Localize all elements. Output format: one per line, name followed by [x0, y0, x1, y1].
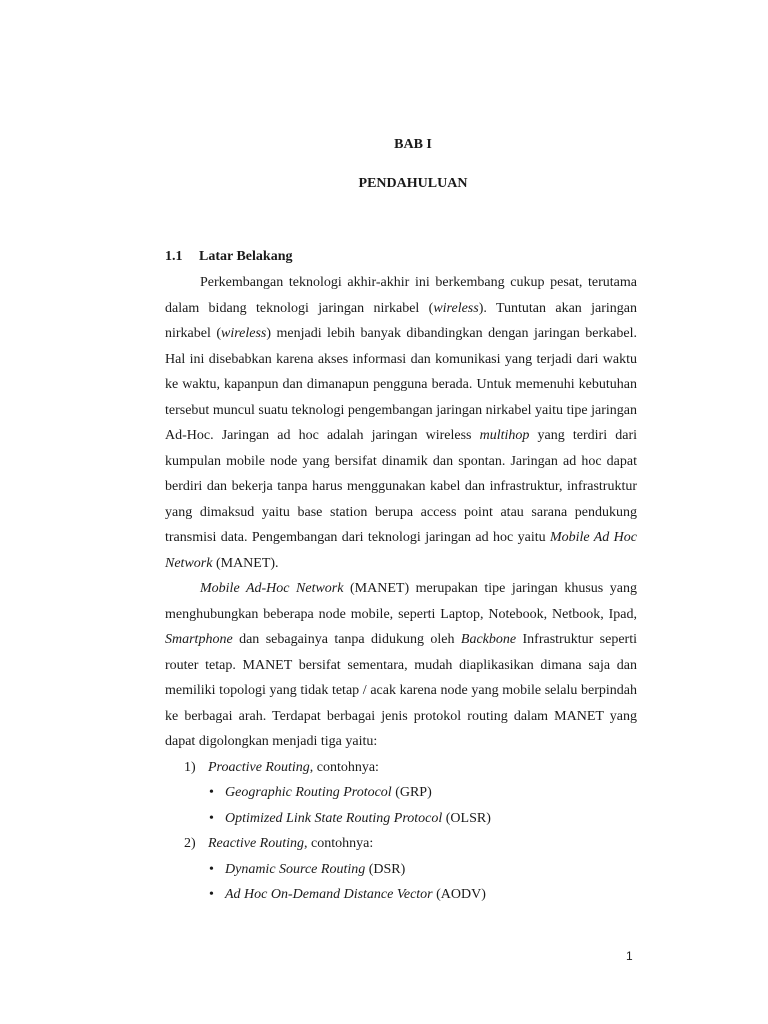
- section-heading: [165, 249, 292, 265]
- chapter-title: PENDAHULUAN: [358, 176, 468, 191]
- routing-list: [165, 755, 637, 908]
- italic-term: Mobile Ad-Hoc Network: [200, 581, 344, 596]
- list-marker: 2): [184, 836, 196, 851]
- bullet-item: [165, 857, 637, 883]
- protocol-abbr: (DSR): [365, 861, 406, 877]
- bullet-item: [165, 806, 637, 832]
- protocol-abbr: (AODV): [432, 887, 486, 902]
- text-run: ). Tuntutan akan jaringan nirkabel (: [165, 300, 637, 341]
- bullet-group: [165, 857, 637, 908]
- protocol-name: Dynamic Source Routing: [225, 861, 366, 877]
- protocol-abbr: (OLSR): [442, 810, 491, 826]
- italic-term: Backbone: [460, 632, 517, 647]
- italic-term: wireless: [433, 300, 479, 316]
- chapter-number: BAB I: [394, 137, 432, 152]
- list-item-proactive: [165, 755, 637, 781]
- paragraph-manet: [165, 576, 637, 755]
- bullet-item: [165, 780, 637, 806]
- italic-term: Smartphone: [165, 632, 233, 647]
- section-title: Latar Belakang: [199, 249, 293, 264]
- bullet-group: [165, 780, 637, 831]
- protocol-name: Optimized Link State Routing Protocol: [225, 810, 443, 826]
- italic-term: Mobile Ad Hoc Network: [165, 530, 637, 571]
- body-text: [165, 270, 637, 908]
- text-run: (MANET).: [212, 555, 279, 571]
- italic-term: multihop: [479, 428, 530, 443]
- bullet-icon: •: [209, 810, 214, 826]
- routing-type: Reactive Routing: [208, 836, 305, 851]
- list-item-reactive: [165, 831, 637, 857]
- text-run: (MANET) merupakan tipe jaringan khusus yang menghubungkan beberapa node mobile, seperti Laptop, Notebook, Netbook, Ipad,: [165, 581, 637, 622]
- text-run: dan sebagainya tanpa didukung oleh: [232, 632, 461, 647]
- text-run: Infrastruktur seperti router tetap. MANET bersifat sementara, mudah diaplikasikan dimana saja dan memiliki topologi yang tidak tetap / acak karena node yang mobile selalu berpindah ke berbagai arah. Terdapat berbagai jenis protokol routing dalam MANET yang dapat digolongkan menjadi tiga yaitu:: [165, 632, 637, 749]
- protocol-name: Geographic Routing Protocol: [225, 785, 392, 800]
- bullet-icon: •: [209, 785, 214, 800]
- bullet-icon: •: [209, 861, 214, 877]
- section-number: 1.1: [165, 249, 183, 264]
- routing-suffix: , contohnya:: [304, 836, 374, 851]
- routing-type: Proactive Routing: [208, 759, 310, 775]
- paragraph-background: [165, 270, 637, 576]
- text-run: ) menjadi lebih banyak dibandingkan dengan jaringan berkabel. Hal ini disebabkan karena akses informasi dan komunikasi yang terjadi dari waktu ke waktu, kapanpun dan dimanapun pengguna berada. Untuk memenuhi kebutuhan tersebut muncul suatu teknologi pengembangan jaringan nirkabel yaitu tipe jaringan Ad-Hoc. Jaringan ad hoc adalah jaringan wireless: [165, 326, 637, 443]
- italic-term: wireless: [221, 326, 267, 341]
- protocol-abbr: (GRP): [391, 785, 432, 800]
- page-number: 1: [626, 949, 633, 963]
- bullet-item: [165, 882, 637, 908]
- text-run: yang terdiri dari kumpulan mobile node yang bersifat dinamik dan spontan. Jaringan ad hoc dapat berdiri dan bekerja tanpa harus menggunakan kabel dan infrastruktur, infrastruktur yang dimaksud yaitu base station berupa access point atau sarana pendukung transmisi data. Pengembangan dari teknologi jaringan ad hoc yaitu: [165, 428, 637, 545]
- list-marker: 1): [184, 759, 196, 775]
- bullet-icon: •: [209, 887, 214, 902]
- text-run: Perkembangan teknologi akhir-akhir ini berkembang cukup pesat, terutama dalam bidang teknologi jaringan nirkabel (: [165, 275, 637, 316]
- protocol-name: Ad Hoc On-Demand Distance Vector: [225, 887, 433, 902]
- routing-suffix: , contohnya:: [309, 759, 379, 775]
